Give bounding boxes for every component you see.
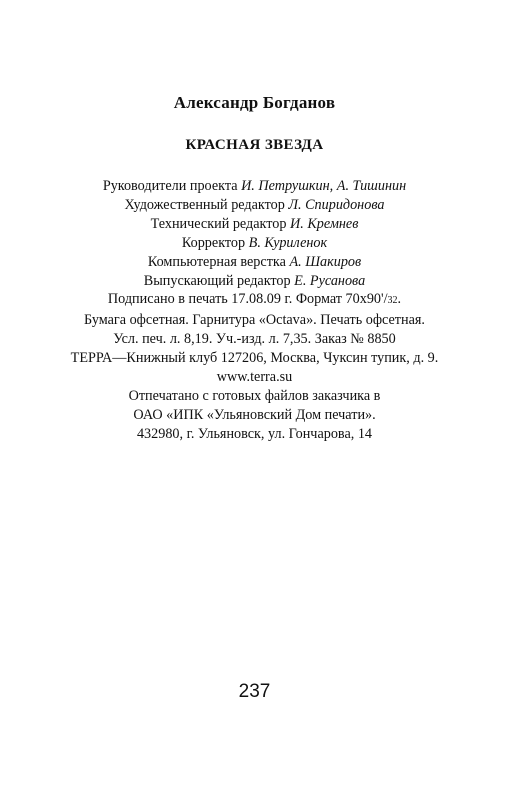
credit-line-art-editor [0,196,509,215]
credit-role: Выпускающий редактор [143,272,291,289]
credit-role: Компьютерная верстка [147,253,286,270]
paper-info-line: Бумага офсетная. Гарнитура «Octava». Печать офсетная. [84,312,425,329]
imprint-block [0,177,509,444]
credit-line-layout [0,253,509,272]
credit-name: Е. Русанова [294,272,366,289]
credit-role: Технический редактор [150,215,287,232]
print-signed-text: Подписано в печать 17.08.09 г. Формат 70х90'/ [107,291,388,308]
publisher-line: ТЕРРА—Книжный клуб 127206, Москва, Чуксин тупик, д. 9. [70,350,439,367]
page-number: 237 [238,681,271,702]
credit-name: Л. Спиридонова [288,196,385,213]
credit-name: И. Кремнев [290,215,359,232]
credit-role: Корректор [181,234,246,251]
author-name: Александр Богданов [173,93,336,112]
printer-line: ОАО «ИПК «Ульяновский Дом печати». [133,406,376,423]
printed-from-line: Отпечатано с готовых файлов заказчика в [128,387,381,404]
website-line: www.terra.su [216,369,293,386]
format-fraction: 32 [387,295,398,307]
credit-line-proofreader [0,234,509,253]
credit-role: Художественный редактор [124,196,285,213]
credit-role: Руководители проекта [102,178,238,194]
credit-line-technical-editor [0,215,509,234]
credit-line-project-leads [0,177,509,196]
book-title: КРАСНАЯ ЗВЕЗДА [185,137,324,153]
credit-name: И. Петрушкин, А. Тишинин [241,178,407,194]
print-signed-line: Подписано в печать 17.08.09 г. Формат 70х90'/32. [107,291,402,308]
volume-info-line: Усл. печ. л. 8,19. Уч.-изд. л. 7,35. Заказ № 8850 [113,331,396,348]
credit-name: В. Куриленок [248,234,328,251]
credit-line-managing-editor [0,272,509,291]
credit-name: А. Шакиров [289,253,362,270]
printer-address-line: 432980, г. Ульяновск, ул. Гончарова, 14 [136,425,373,442]
